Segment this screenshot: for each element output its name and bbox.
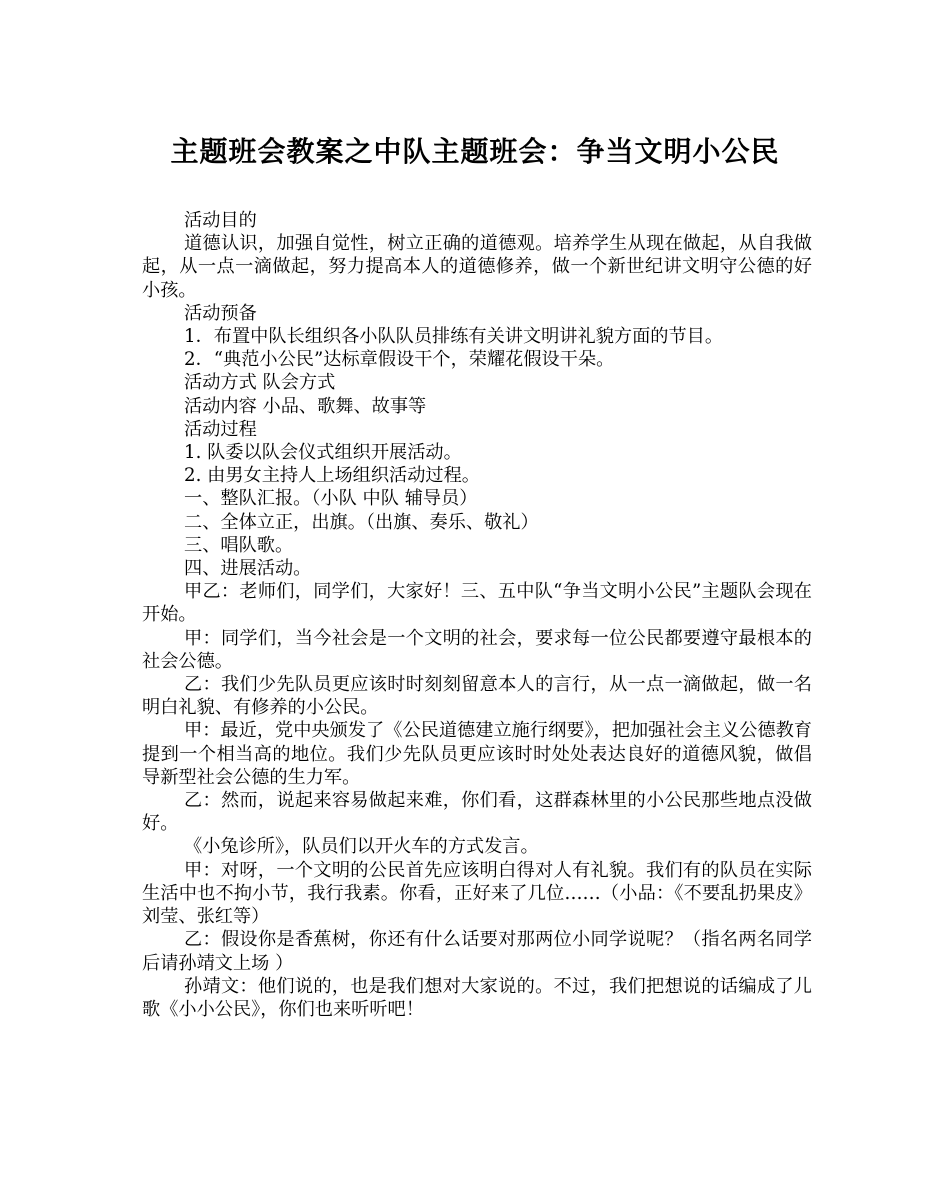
paragraph: 三、唱队歌。 — [184, 534, 294, 556]
paragraph: 乙：然而，说起来容易做起来难，你们看，这群森林里的小公民那些地点没做好。 — [142, 790, 812, 835]
paragraph: 活动目的 — [184, 210, 257, 231]
paragraph: 四、进展活动。 — [184, 558, 312, 580]
paragraph: 甲乙：老师们，同学们，大家好！三、五中队“争当文明小公民”主题队会现在开始。 — [142, 581, 812, 626]
paragraph: 1. 队委以队会仪式组织开展活动。 — [184, 442, 462, 464]
paragraph: 《小兔诊所》，队员们以开火车的方式发言。 — [184, 836, 539, 858]
paragraph: 孙靖文：他们说的，也是我们想对大家说的。不过，我们把想说的话编成了儿歌《小小公民》，你们也来听听吧！ — [142, 975, 812, 1020]
paragraph: 甲：对呀，一个文明的公民首先应该明白得对人有礼貌。我们有的队员在实际生活中也不拘小节，我行我素。你看，正好来了几位……（小品：《不要乱扔果皮》刘莹、张红等） — [142, 859, 812, 928]
paragraph: 甲：同学们，当今社会是一个文明的社会，要求每一位公民都要遵守最根本的社会公德。 — [142, 627, 812, 672]
document-body — [142, 209, 812, 1021]
paragraph: 2. 由男女主持人上场组织活动过程。 — [184, 465, 480, 487]
paragraph: 活动内容 小品、歌舞、故事等 — [184, 395, 427, 417]
paragraph: 乙：假设你是香蕉树，你还有什么话要对那两位小同学说呢？（指名两名同学后请孙靖文上场 ） — [142, 929, 812, 974]
paragraph: 2．“典范小公民”达标章假设干个，荣耀花假设干朵。 — [184, 349, 615, 371]
paragraph: 乙：我们少先队员更应该时时刻刻留意本人的言行，从一点一滴做起，做一名明白礼貌、有修养的小公民。 — [142, 674, 812, 719]
paragraph: 1．布置中队长组织各小队队员排练有关讲文明讲礼貌方面的节目。 — [184, 326, 724, 348]
paragraph: 甲：最近，党中央颁发了《公民道德建立施行纲要》，把加强社会主义公德教育提到一个相当高的地位。我们少先队员更应该时时处处表达良好的道德风貌，做倡导新型社会公德的生力军。 — [142, 720, 812, 788]
paragraph: 活动过程 — [184, 418, 257, 440]
paragraph: 二、全体立正，出旗。（出旗、奏乐、敬礼） — [184, 511, 539, 533]
paragraph: 活动方式 队会方式 — [184, 372, 336, 394]
paragraph: 活动预备 — [184, 302, 257, 324]
paragraph: 道德认识，加强自觉性，树立正确的道德观。培养学生从现在做起，从自我做起，从一点一滴做起，努力提高本人的道德修养，做一个新世纪讲文明守公德的好小孩。 — [142, 233, 812, 301]
document-title: 主题班会教案之中队主题班会：争当文明小公民 — [170, 135, 780, 168]
paragraph: 一、整队汇报。（小队 中队 辅导员） — [184, 488, 478, 510]
